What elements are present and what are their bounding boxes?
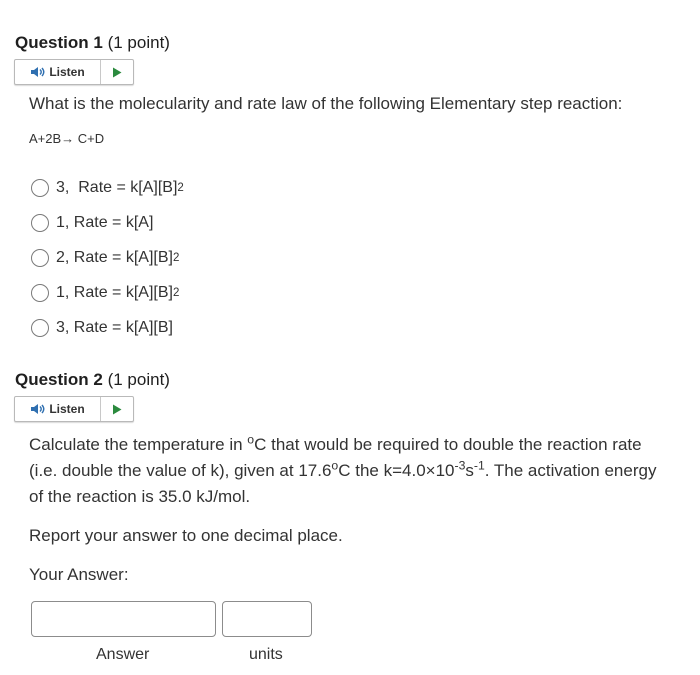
your-answer-label: Your Answer: [29,565,129,584]
option-5[interactable] [31,316,173,340]
option-1-rate: Rate = k[A][B] [78,179,178,196]
option-2[interactable] [31,211,153,235]
prompt-line-3: of the reaction is 35.0 kJ/mol. [29,487,251,506]
option-4-molecularity: 1, [56,284,70,301]
option-4[interactable]: 1, Rate = k[A][B] 2 [31,281,179,305]
q1-play-button[interactable] [101,60,133,84]
degree-symbol: o [331,458,339,473]
reaction-equation: A+2B→ C+D [29,131,105,146]
prompt-line-1: Calculate the temperature in $^o$C that would be required to double the reaction rate [29,432,642,454]
question-1-points: (1 point) [107,33,170,52]
question-1-heading: Question 1 [15,33,103,52]
question-2-prompt [29,432,689,510]
decimal-instruction: Report your answer to one decimal place. [29,526,343,545]
question-1-prompt: What is the molecularity and rate law of the following Elementary step reaction: [29,94,623,113]
question-2-heading: Question 2 [15,370,103,389]
option-5-radio[interactable] [31,319,49,337]
option-3[interactable]: 2, Rate = k[A][B] 2 [31,246,179,270]
degree-symbol: o [247,432,255,447]
q2-listen-control [14,396,134,422]
q2-listen-label: Listen [49,402,85,416]
option-5-rate: Rate = k[A][B] [73,319,173,336]
option-4-radio[interactable] [31,284,49,302]
units-input[interactable] [222,601,312,637]
question-2-points: (1 point) [107,370,170,389]
option-2-radio[interactable] [31,214,49,232]
question-1-title [15,33,170,53]
option-2-molecularity: 1, [56,214,70,231]
question-2-title [15,370,170,390]
answer-caption: Answer [96,646,150,663]
q2-listen-button[interactable] [15,397,101,421]
q1-listen-button[interactable] [15,60,101,84]
play-icon [112,67,122,78]
speaker-icon [30,403,46,415]
option-1[interactable]: 3, Rate = k[A][B] 2 [31,176,184,200]
q1-listen-label: Listen [49,65,85,79]
exponent: -3 [454,458,466,473]
option-4-rate: Rate = k[A][B] [73,284,173,301]
units-caption: units [249,646,283,663]
play-icon [112,404,122,415]
option-1-radio[interactable] [31,179,49,197]
option-1-molecularity: 3, [56,179,70,196]
speaker-icon [30,66,46,78]
answer-input[interactable] [31,601,216,637]
option-3-molecularity: 2, [56,249,70,266]
q1-listen-control [14,59,134,85]
q2-play-button[interactable] [101,397,133,421]
option-3-rate: Rate = k[A][B] [73,249,173,266]
option-3-radio[interactable] [31,249,49,267]
option-2-rate: Rate = k[A] [73,214,154,231]
prompt-line-2: (i.e. double the value of k), given at 17.6$^o$C the $k=4.0\times 10^{-3}s^{-1}$. The activation energy [29,458,657,480]
option-5-molecularity: 3, [56,319,70,336]
exponent: -1 [473,458,485,473]
